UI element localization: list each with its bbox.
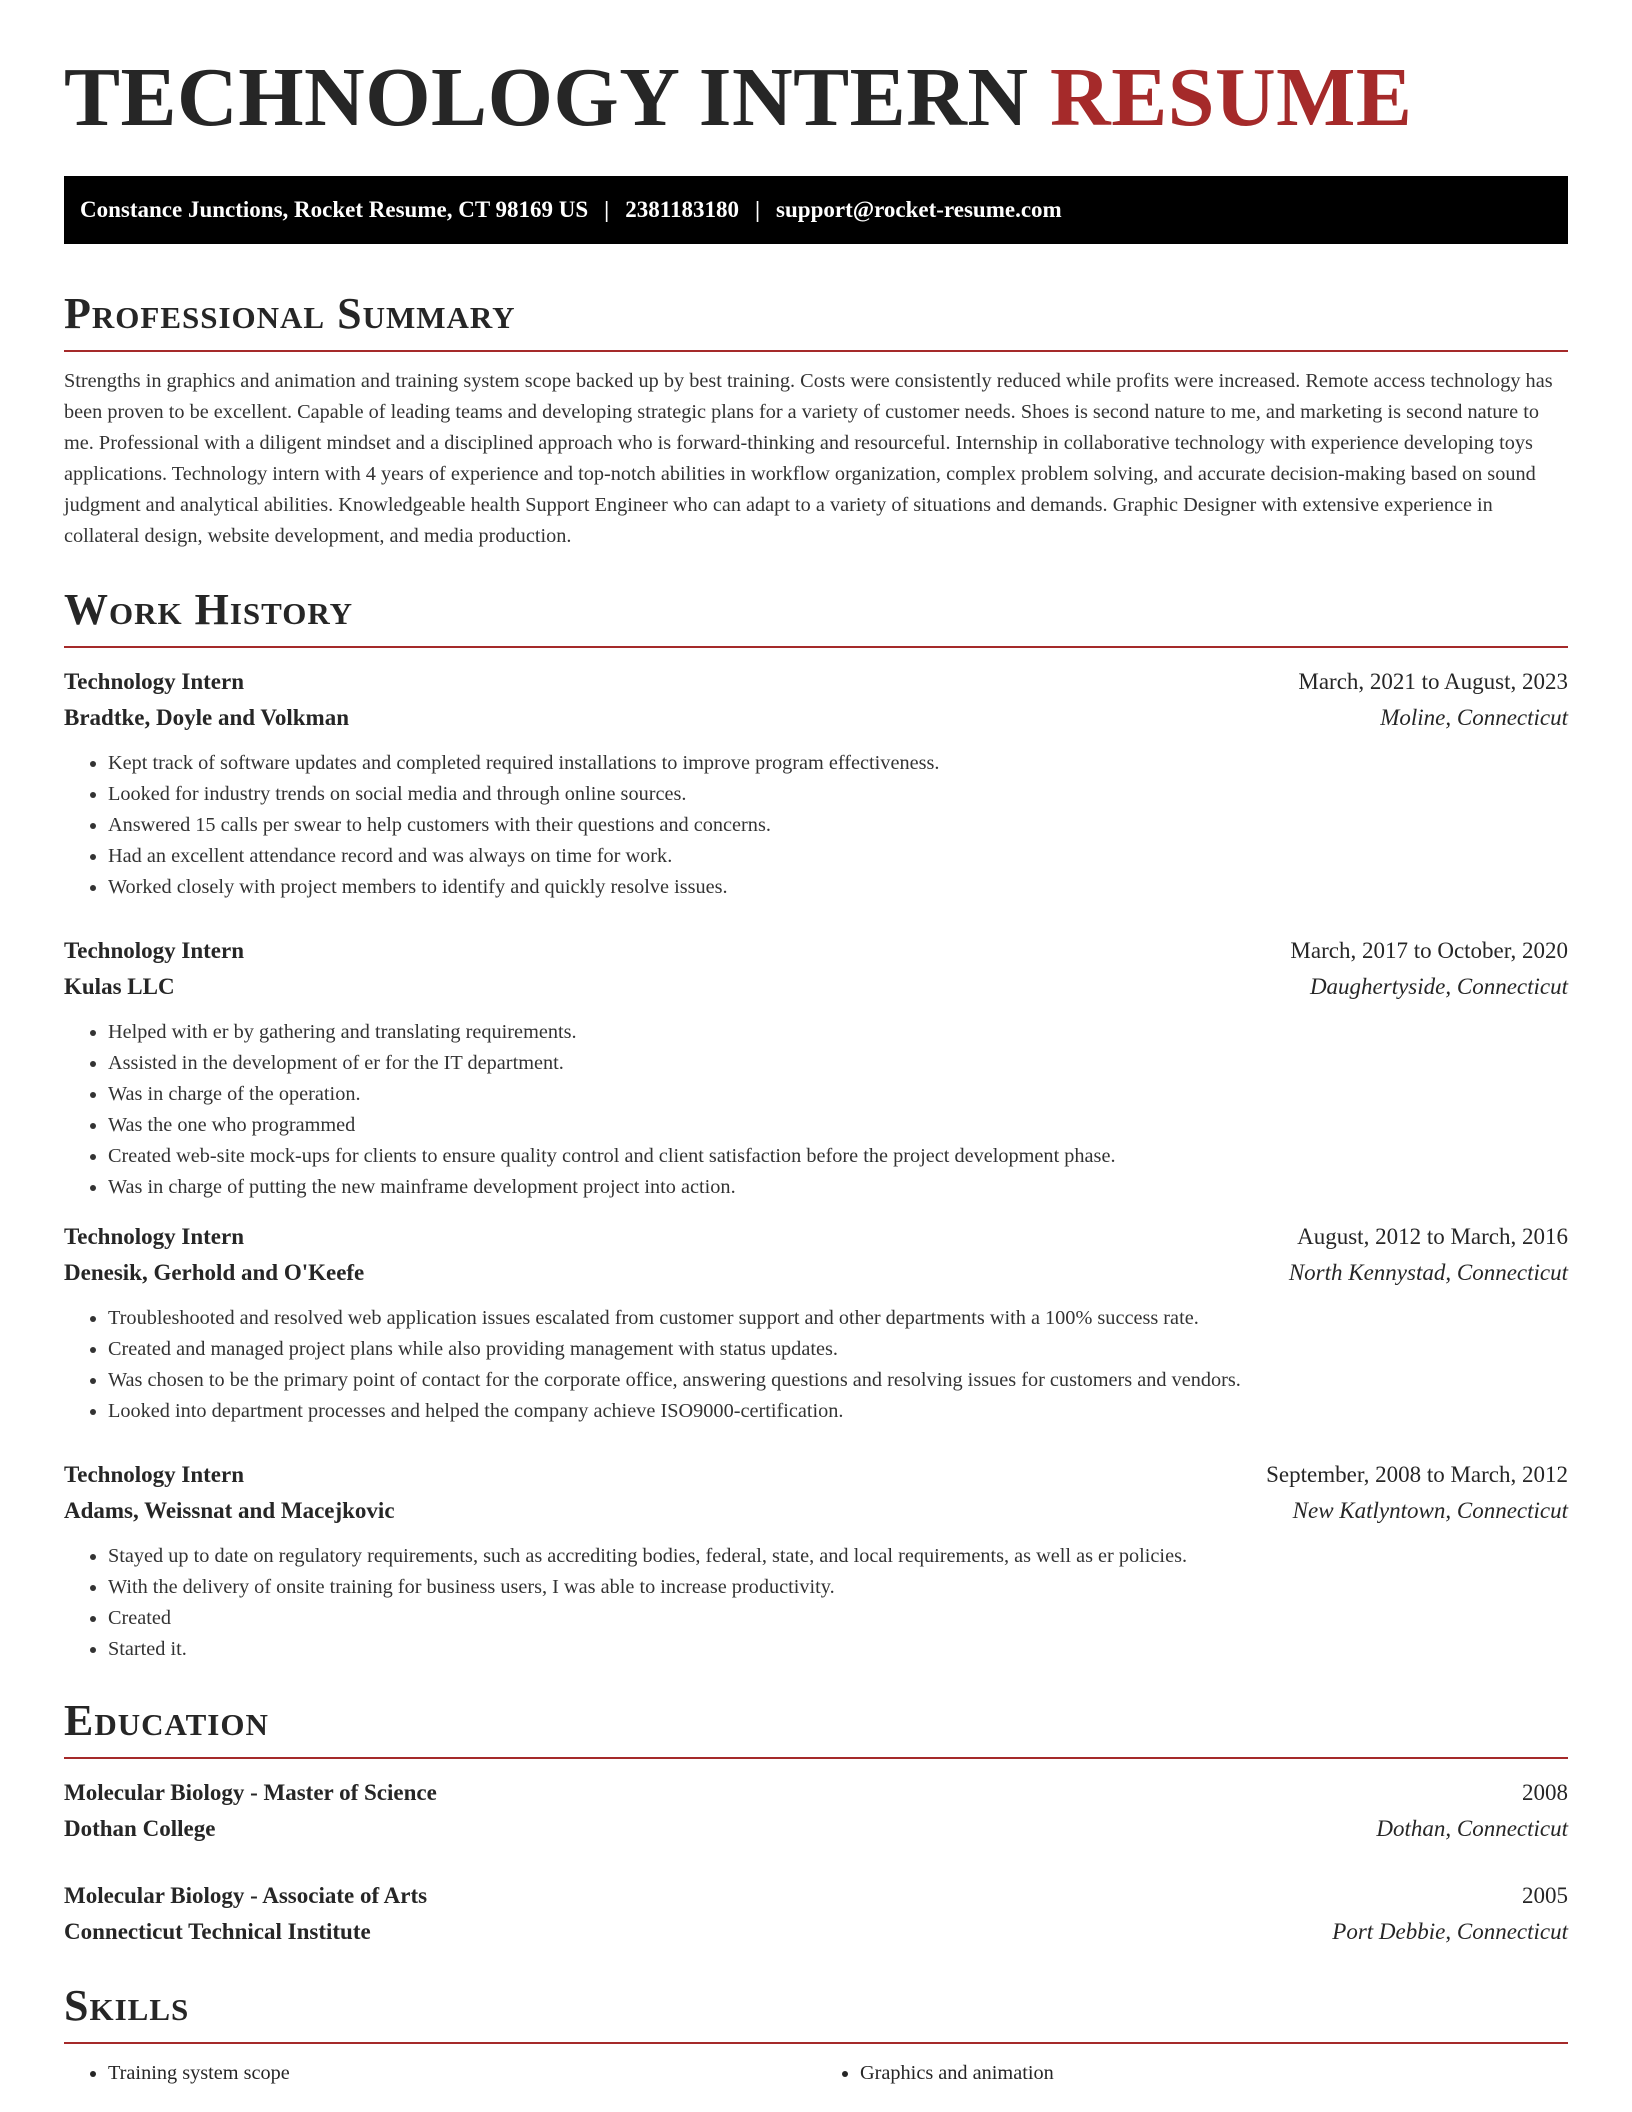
- job-title-row: [64, 1457, 1568, 1493]
- skill-item: • Graphics and animation: [860, 2058, 1568, 2089]
- job-bullets: [64, 1017, 1568, 1203]
- job-title-row: [64, 664, 1568, 700]
- job-bullet: • Kept track of software updates and completed required installations to improve program effectiveness.: [108, 748, 1568, 779]
- summary-heading: Professional Summary: [64, 292, 1568, 352]
- job-bullet: • Was the one who programmed: [108, 1110, 1568, 1141]
- education-school: Connecticut Technical Institute: [64, 1919, 371, 1944]
- job-company: Bradtke, Doyle and Volkman: [64, 705, 350, 730]
- job-title: Technology Intern: [64, 938, 244, 963]
- education-degree: Molecular Biology - Associate of Arts: [64, 1883, 428, 1908]
- work-history-heading: Work History: [64, 588, 1568, 648]
- job-bullets: [64, 1303, 1568, 1427]
- education-school-row: [64, 1811, 1568, 1847]
- education-entry: [64, 1878, 1568, 1950]
- job-bullets: [64, 1541, 1568, 1665]
- job-entry: [64, 664, 1568, 903]
- title-accent: RESUME: [1050, 51, 1413, 144]
- job-title: Technology Intern: [64, 669, 244, 694]
- job-bullet: • Was chosen to be the primary point of contact for the corporate office, answering questions and resolving issues for customers and vendors.: [108, 1365, 1568, 1396]
- job-company-row: [64, 1255, 1568, 1291]
- skills-heading: Skills: [64, 1984, 1568, 2044]
- job-entry: [64, 1457, 1568, 1665]
- skills-columns: [64, 2044, 1568, 2089]
- job-title-row: [64, 1219, 1568, 1255]
- job-title: Technology Intern: [64, 1224, 244, 1249]
- education-degree: Molecular Biology - Master of Science: [64, 1780, 437, 1805]
- education-year: 2008: [1522, 1780, 1568, 1805]
- contact-bar: [64, 176, 1568, 244]
- education-degree-row: [64, 1775, 1568, 1811]
- job-entry: [64, 933, 1568, 1203]
- job-dates: August, 2012 to March, 2016: [1297, 1224, 1568, 1249]
- job-entry: [64, 1219, 1568, 1427]
- education-location: Port Debbie, Connecticut: [1332, 1919, 1568, 1944]
- contact-address: Constance Junctions, Rocket Resume, CT 98169 US: [80, 197, 589, 222]
- skills-list-right: [816, 2058, 1568, 2089]
- contact-phone: 2381183180: [625, 197, 739, 222]
- job-bullet: • Had an excellent attendance record and was always on time for work.: [108, 841, 1568, 872]
- job-dates: March, 2017 to October, 2020: [1290, 938, 1568, 963]
- education-location: Dothan, Connecticut: [1376, 1816, 1568, 1841]
- resume-title: [64, 0, 1568, 144]
- skill-item: • Training system scope: [108, 2058, 816, 2089]
- job-bullet: • Worked closely with project members to identify and quickly resolve issues.: [108, 872, 1568, 903]
- job-title-row: [64, 933, 1568, 969]
- summary-text: Strengths in graphics and animation and training system scope backed up by best training. Costs were consistently reduced while profits were increased. Remote access technology has been proven to be excellent. Capable of leading teams and developing strategic plans for a variety of customer needs. Shoes is second nature to me, and marketing is second nature to me. Professional with a diligent mindset and a disciplined approach who is forward-thinking and resourceful. Internship in collaborative technology with experience developing toys applications. Technology intern with 4 years of experience and top-notch abilities in workflow organization, complex problem solving, and accurate decision-making based on sound judgment and analytical abilities. Knowledgeable health Support Engineer who can adapt to a variety of situations and demands. Graphic Designer with extensive experience in collateral design, website development, and media production.: [64, 370, 1553, 547]
- job-company: Denesik, Gerhold and O'Keefe: [64, 1260, 365, 1285]
- job-bullet: • Created: [108, 1603, 1568, 1634]
- job-bullet: • Created web-site mock-ups for clients to ensure quality control and client satisfaction before the project development phase.: [108, 1141, 1568, 1172]
- job-company-row: [64, 1493, 1568, 1529]
- job-bullets: [64, 748, 1568, 903]
- contact-email: support@rocket-resume.com: [776, 197, 1062, 222]
- education-school: Dothan College: [64, 1816, 216, 1841]
- job-bullet: • Created and managed project plans while also providing management with status updates.: [108, 1334, 1568, 1365]
- job-bullet: • Was in charge of putting the new mainframe development project into action.: [108, 1172, 1568, 1203]
- job-location: Moline, Connecticut: [1380, 705, 1568, 730]
- job-bullet: • Was in charge of the operation.: [108, 1079, 1568, 1110]
- job-company-row: [64, 700, 1568, 736]
- education-entry: [64, 1775, 1568, 1847]
- job-title: Technology Intern: [64, 1462, 244, 1487]
- job-location: New Katlyntown, Connecticut: [1292, 1498, 1568, 1523]
- job-location: Daughertyside, Connecticut: [1309, 974, 1568, 999]
- education-school-row: [64, 1914, 1568, 1950]
- job-bullet: • Looked into department processes and helped the company achieve ISO9000-certification.: [108, 1396, 1568, 1427]
- job-company-row: [64, 969, 1568, 1005]
- skills-list-left: [64, 2058, 816, 2089]
- title-main: TECHNOLOGY INTERN: [64, 51, 1029, 144]
- contact-separator: |: [604, 197, 610, 222]
- job-company: Adams, Weissnat and Macejkovic: [64, 1498, 395, 1523]
- job-bullet: • With the delivery of onsite training for business users, I was able to increase productivity.: [108, 1572, 1568, 1603]
- job-bullet: • Troubleshooted and resolved web application issues escalated from customer support and other departments with a 100% success rate.: [108, 1303, 1568, 1334]
- job-bullet: • Looked for industry trends on social media and through online sources.: [108, 779, 1568, 810]
- job-bullet: • Assisted in the development of er for the IT department.: [108, 1048, 1568, 1079]
- job-company: Kulas LLC: [64, 974, 175, 999]
- job-location: North Kennystad, Connecticut: [1288, 1260, 1568, 1285]
- job-bullet: • Helped with er by gathering and translating requirements.: [108, 1017, 1568, 1048]
- job-bullet: • Stayed up to date on regulatory requirements, such as accrediting bodies, federal, state, and local requirements, as well as er policies.: [108, 1541, 1568, 1572]
- job-dates: March, 2021 to August, 2023: [1298, 669, 1568, 694]
- education-degree-row: [64, 1878, 1568, 1914]
- job-bullet: • Started it.: [108, 1634, 1568, 1665]
- education-year: 2005: [1522, 1883, 1568, 1908]
- contact-separator: |: [754, 197, 761, 222]
- job-bullet: • Answered 15 calls per swear to help customers with their questions and concerns.: [108, 810, 1568, 841]
- education-heading: Education: [64, 1699, 1568, 1759]
- job-dates: September, 2008 to March, 2012: [1266, 1462, 1568, 1487]
